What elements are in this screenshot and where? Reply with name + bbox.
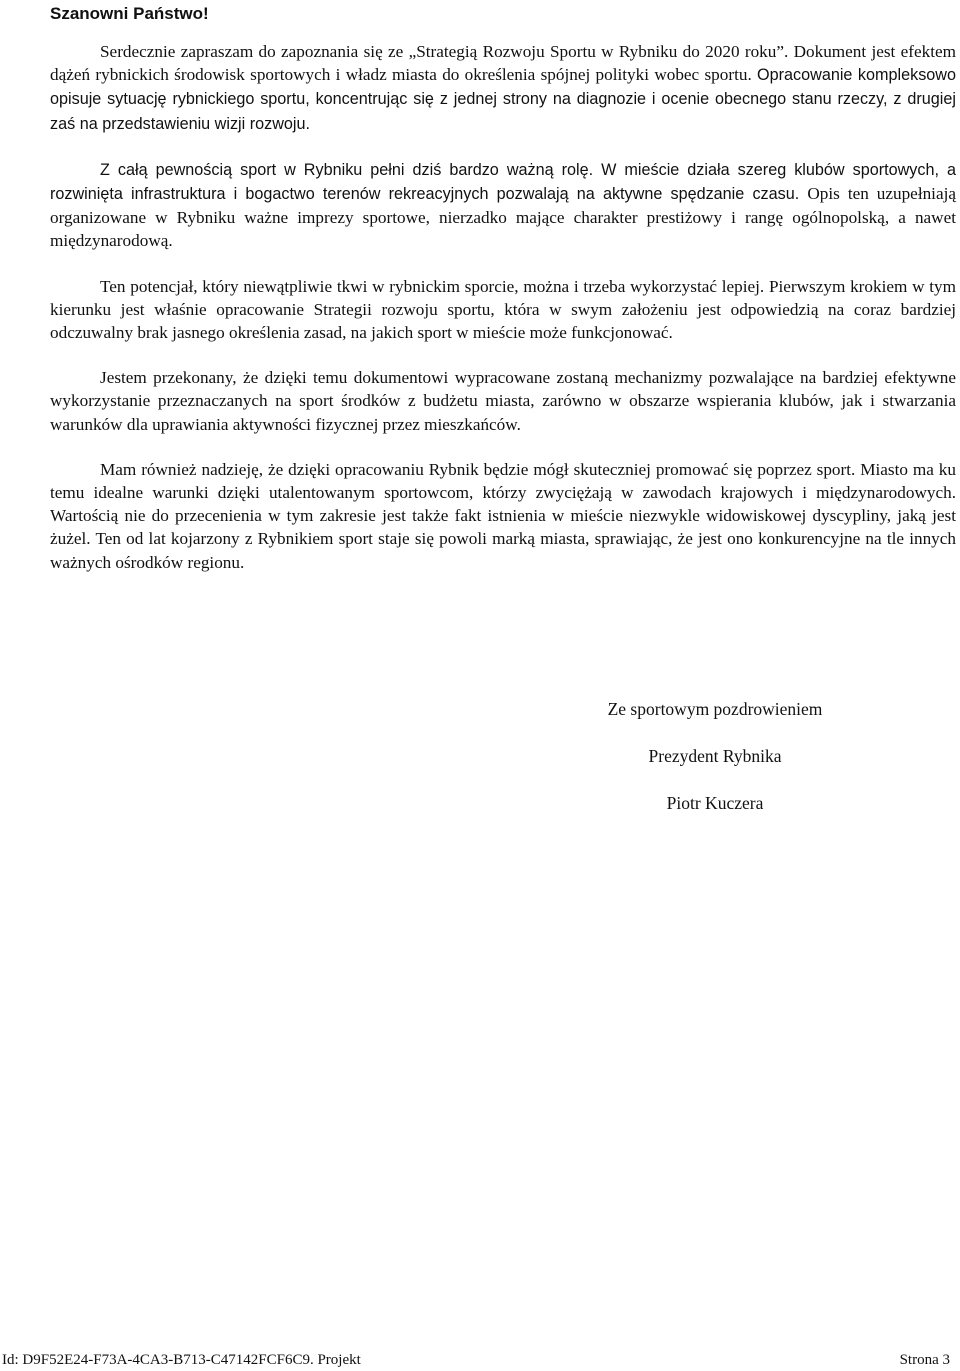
signature-title: Prezydent Rybnika bbox=[648, 746, 782, 766]
salutation: Szanowni Państwo! bbox=[50, 4, 209, 23]
paragraph-2 bbox=[50, 158, 956, 253]
document-id: Id: D9F52E24-F73A-4CA3-B713-C47142FCF6C9. Projekt bbox=[2, 1352, 361, 1368]
signature-block bbox=[565, 694, 865, 835]
paragraph-3: Ten potencjał, który niewątpliwie tkwi w rybnickim sporcie, można i trzeba wykorzystać lepiej. Pierwszym krokiem w tym kierunku jest właśnie opracowanie Strategii rozwoju sportu, która w swym założeniu jest odpowiedzią na coraz bardziej odczuwalny brak jasnego określenia zasad, na jakich sport w mieście może funkcjonować. bbox=[50, 276, 956, 343]
paragraph-1-sans: Opracowanie kompleksowo opisuje sytuację rybnickiego sportu, koncentrując się z jednej strony na diagnozie i ocenie obecnego stanu rzeczy, z drugiej zaś na przedstawieniu wizji rozwoju. bbox=[50, 66, 956, 133]
paragraph-5: Mam również nadzieję, że dzięki opracowaniu Rybnik będzie mógł skuteczniej promować się poprzez sport. Miasto ma ku temu idealne warunki dzięki utalentowanym sportowcom, którzy zwyciężają w zawodach krajowych i międzynarodowych. Wartością nie do przecenienia w tym zakresie jest także fakt istnienia w mieście niezwykle widowiskowej dyscypliny, jaką jest żużel. Ten od lat kojarzony z Rybnikiem sport staje się powoli marką miasta, sprawiając, że jest ono konkurencyjne na tle innych ważnych ośrodków regionu. bbox=[50, 459, 956, 572]
paragraph-1-serif: Serdecznie zapraszam do zapoznania się ze „Strategią Rozwoju Sportu w Rybniku do 2020 roku”. Dokument jest efektem dążeń rybnickich środowisk sportowych i władz miasta do określenia spójnej polityki wobec sportu. bbox=[50, 42, 956, 85]
signature-name: Piotr Kuczera bbox=[666, 793, 764, 813]
signature-closing: Ze sportowym pozdrowieniem bbox=[607, 699, 823, 719]
paragraph-2-sans: Z całą pewnością sport w Rybniku pełni dziś bardzo ważną rolę. W mieście działa szereg klubów sportowych, a rozwinięta infrastruktura i bogactwo terenów rekreacyjnych pozwalają na aktywne spędzanie czasu. bbox=[50, 160, 956, 204]
paragraph-1 bbox=[50, 40, 956, 136]
document-page bbox=[50, 0, 956, 1371]
letter-body bbox=[50, 40, 956, 596]
paragraph-4: Jestem przekonany, że dzięki temu dokumentowi wypracowane zostaną mechanizmy pozwalające na bardziej efektywne wykorzystanie przeznaczanych na sport środków z budżetu miasta, zarówno w obszarze wspierania klubów, jak i stwarzania warunków dla uprawiania aktywności fizycznej przez mieszkańców. bbox=[50, 368, 956, 434]
page-number: Strona 3 bbox=[899, 1352, 950, 1368]
page-footer bbox=[0, 1349, 960, 1371]
paragraph-2-serif: Opis ten uzupełniają organizowane w Rybniku ważne imprezy sportowe, nierzadko mające charakter prestiżowy i rangę ogólnopolską, a nawet międzynarodową. bbox=[50, 184, 956, 251]
